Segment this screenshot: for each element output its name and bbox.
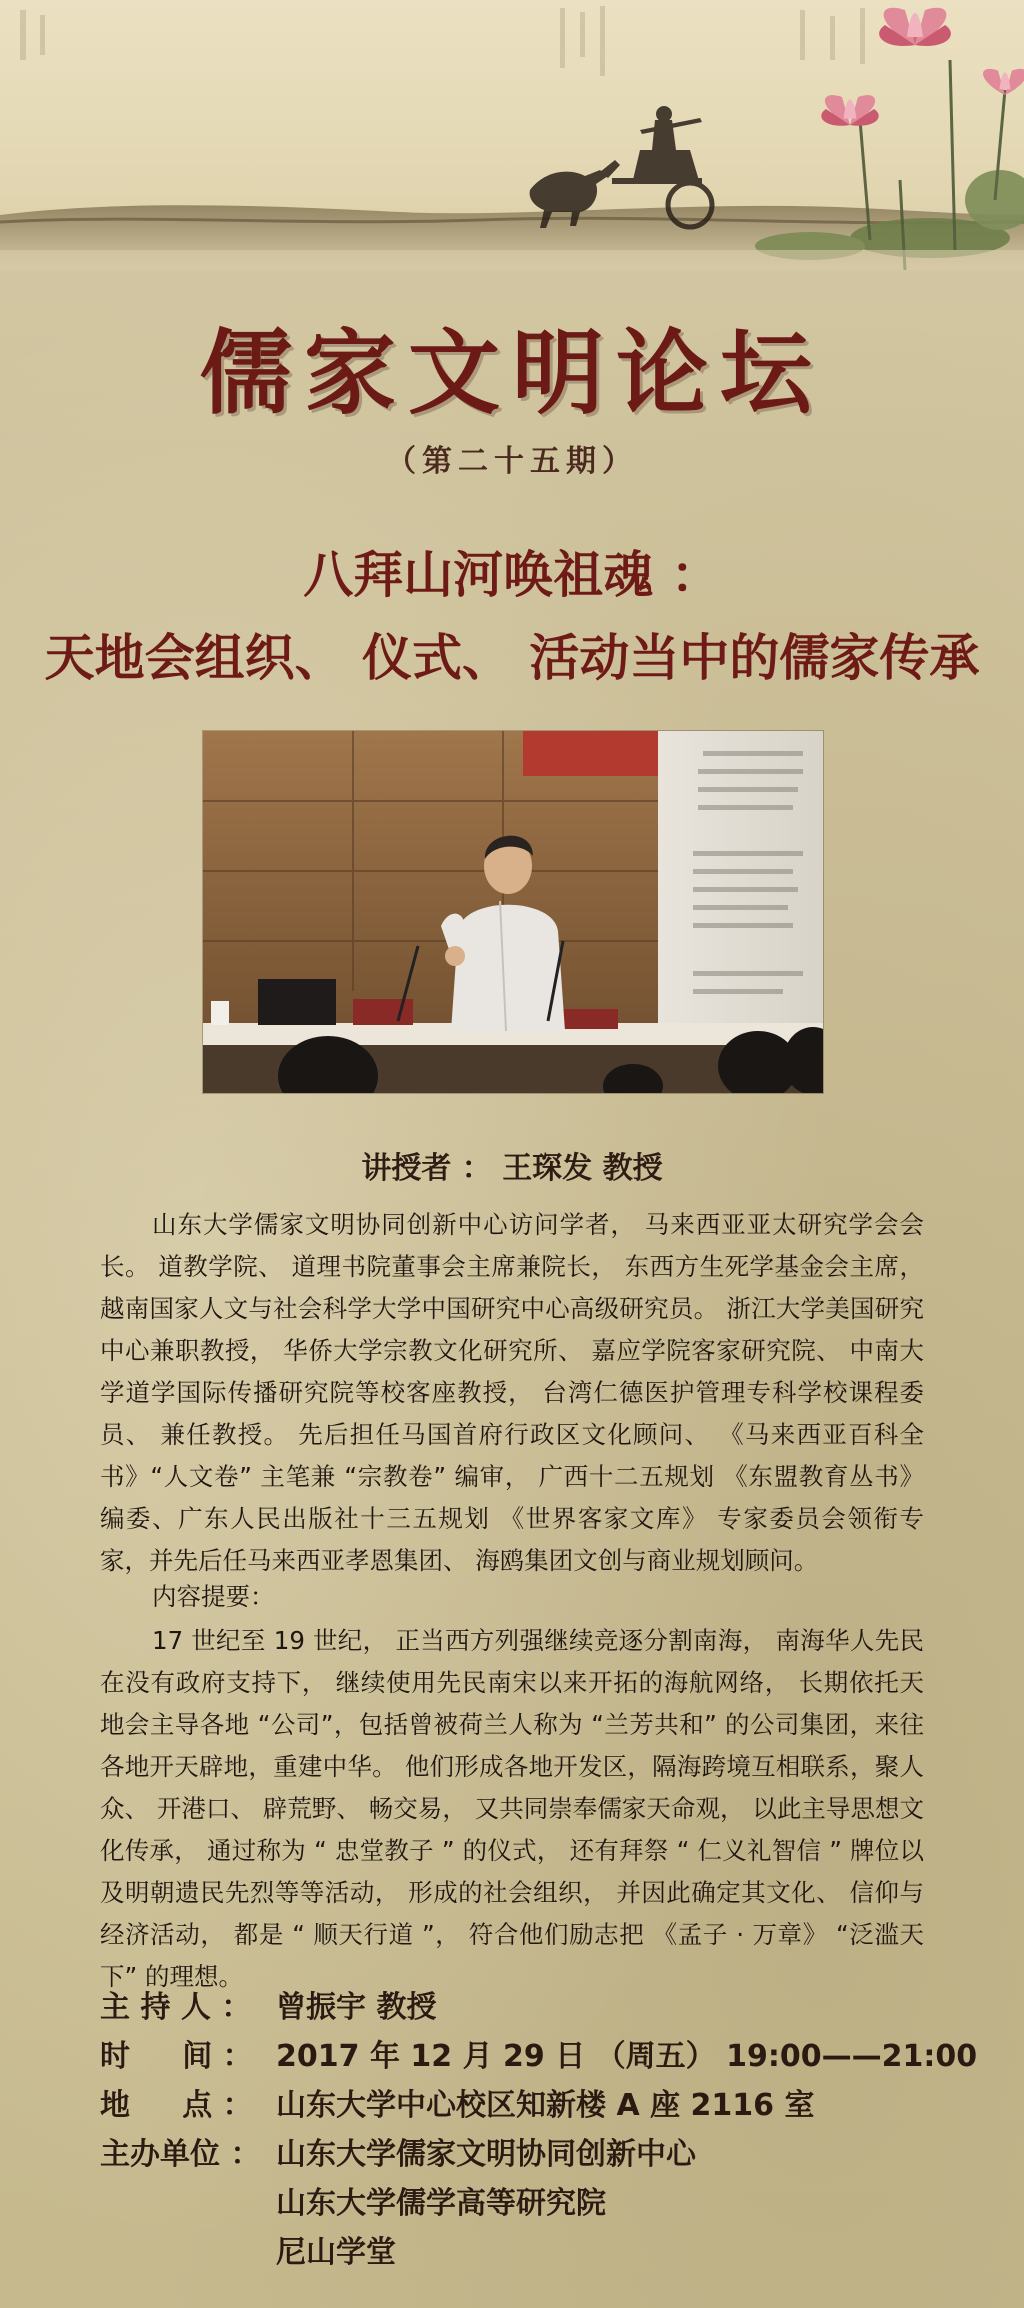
organizer-1: 山东大学儒家文明协同创新中心 (276, 2137, 696, 2172)
place-label: 地 点 ： (100, 2088, 253, 2123)
time-label: 时 间 ： (100, 2039, 253, 2074)
abstract-heading: 内容提要： (152, 1582, 275, 1611)
organizer-row (100, 2132, 1000, 2178)
time-value: 2017 年 12 月 29 日 （周五） 19:00——21:00 (276, 2039, 978, 2074)
place-row (100, 2083, 1000, 2129)
abstract-text: 17 世纪至 19 世纪， 正当西方列强继续竞逐分割南海， 南海华人先民在没有政府支持下， 继续使用先民南宋以来开拓的海航网络， 长期依托天地会主导各地 “公司”，包括曾被荷兰人称为 “兰芳共和” 的公司集团，来往各地开天辟地，重建中华。 他们形成各地开发区，隔海跨境互相联系，聚人众、 开港口、 辟荒野、 畅交易， 又共同崇奉儒家天命观， 以此主导思想文化传承， 通过称为 “ 忠堂教子 ” 的仪式， 还有拜祭 “ 仁义礼智信 ” 牌位以及明朝遗民先烈等等活动， 形成的社会组织， 并因此确定其文化、 信仰与经济活动， 都是 “ 顺天行道 ”， 符合他们励志把 《孟子 · 万章》 “泛滥天下” 的理想。 (100, 1626, 924, 1991)
host-value: 曾振宇 教授 (276, 1990, 437, 2025)
abstract (100, 1620, 924, 1998)
header-painting-image (0, 0, 1024, 270)
host-row (100, 1985, 1000, 2031)
lecturer: 讲授者 ： 王琛发 教授 (361, 1151, 663, 1186)
organizer-3: 尼山学堂 (276, 2235, 396, 2270)
lecture-photo (202, 730, 824, 1094)
organizer-2: 山东大学儒学高等研究院 (276, 2186, 606, 2221)
lecture-title-line-2: 天地会组织、 仪式、 活动当中的儒家传承 (44, 629, 980, 687)
place-value: 山东大学中心校区知新楼 A 座 2116 室 (276, 2088, 815, 2123)
bio-text: 山东大学儒家文明协同创新中心访问学者， 马来西亚亚太研究学会会长。 道教学院、 道理书院董事会主席兼院长， 东西方生死学基金会主席，越南国家人文与社会科学大学中国研究中心高级研究员。 浙江大学美国研究中心兼职教授， 华侨大学宗教文化研究所、 嘉应学院客家研究院、 中南大学道学国际传播研究院等校客座教授， 台湾仁德医护管理专科学校课程委员、 兼任教授。 先后担任马国首府行政区文化顾问、 《马来西亚百科全书》“人文卷” 主笔兼 “宗教卷” 编审， 广西十二五规划 《东盟教育丛书》编委、广东人民出版社十三五规划 《世界客家文库》 专家委员会领衔专家，并先后任马来西亚孝恩集团、 海鸥集团文创与商业规划顾问。 (100, 1210, 924, 1575)
organizer-row-3 (100, 2230, 1000, 2276)
organizer-label: 主办单位 ： (100, 2137, 261, 2172)
host-label: 主 持 人 ： (100, 1990, 252, 2025)
forum-title: 儒家文明论坛 (199, 319, 824, 427)
issue-number: （第二十五期） (386, 444, 638, 479)
time-row (100, 2034, 1000, 2080)
organizer-row-2 (100, 2181, 1000, 2227)
lecturer-bio (100, 1204, 924, 1582)
lecture-title-line-1: 八拜山河唤祖魂 ： (303, 546, 721, 604)
